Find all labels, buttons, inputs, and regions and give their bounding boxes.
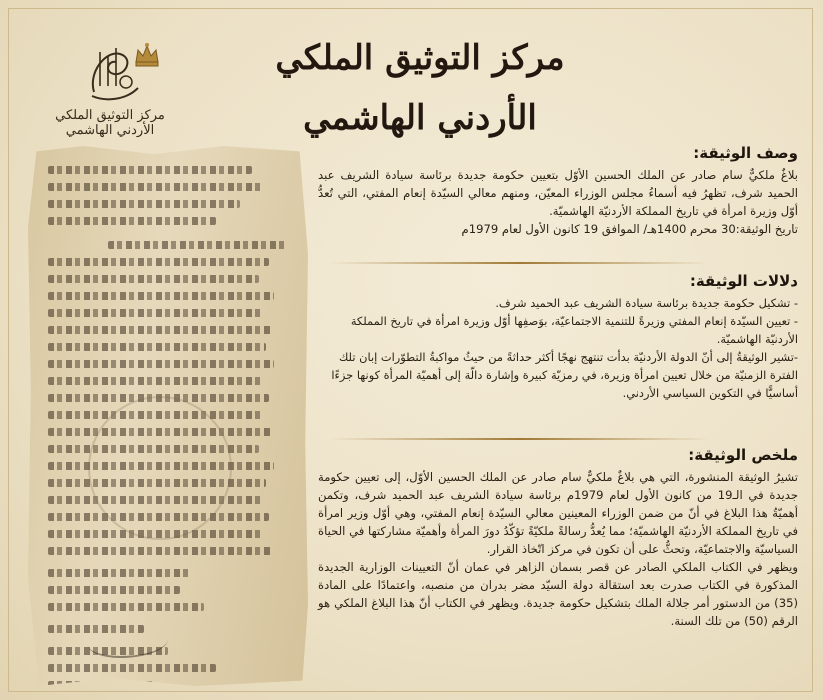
significance-item: -تشير الوثيقةُ إلى أنّ الدولة الأردنيّة بدأت تنتهج نهجًا أكثر حداثةً من حيثُ مواكبةُ التطوّرات إبان تلك الفترة الزمنيّة من خلال تعيين امرأة وزيرة، في رمزيّة كبيرة وإشارة دالّة إلى أهميّة المرأة كونها جزءًا أساسيًّا في التكوين السياسي الأردني. [331,350,798,400]
description-section [318,144,798,238]
logo-caption: مركز التوثيق الملكي الأردني الهاشمي [55,108,165,138]
significance-item: - تشكيل حكومة جديدة برئاسة سيادة الشريف عبد الحميد شرف. [495,296,798,310]
document-date: تاريخ الوثيقة:30 محرم 1400هـ/ الموافق 19 كانون الأول لعام 1979م [461,222,798,236]
section-divider [330,262,710,264]
summary-heading: ملخص الوثيقة: [688,446,798,464]
crown-icon [132,40,162,70]
significance-section [318,272,798,402]
summary-paragraph: ويظهر في الكتاب الملكي الصادر عن قصر بسمان الزاهر في عمان أنّ التعيينات الوزارية الجديدة المذكورة في الكتاب صدرت بعد استقالة دولة السيّد مضر بدران من منصبه، واعتمادًا على المادة (35) من الدستور أمر جلالة الملك بتشكيل حكومة جديدة. ويظهر في الكتاب أنّ هذا البلاغ الملكي هو الرقم (50) من تلك السنة. [318,560,798,628]
description-body: بلاغٌ ملكيٌّ سام صادر عن الملك الحسين الأوّل بتعيين حكومة جديدة برئاسة سيادة الشريف عبد الحميد شرف، تظهرُ فيه أسماءُ مجلس الوزراء المعيّن، ومنهم معالي السيّدة إنعام المفتي، التي تُعدُّ أوّل وزيرة امرأة في تاريخ المملكة الأردنيّة الهاشميّة. [318,168,798,218]
page-title: مركز التوثيق الملكي الأردني الهاشمي [275,38,565,138]
description-heading: وصف الوثيقة: [693,144,798,162]
document-scan-image [28,146,308,686]
center-logo [40,22,180,138]
summary-paragraph: تشيرُ الوثيقة المنشورة، التي هي بلاغٌ ملكيٌّ سام صادر عن الملك الحسين الأوّل، إلى تعيين حكومة جديدة في الـ19 من كانون الأول لعام 1979م برئاسة سيادة الشريف عبد الحميد شرف، وتكمن أهميّةُ هذا البلاغ في أنّ من ضمن الوزراء المعينين معالي السيّدة إنعام المفتي، وهي أوّل وزير امرأة في تاريخ المملكة الأردنيّة الهاشميّة؛ مما يُعدُّ رسالةً ملكيّةً تؤكّدُ دورَ المرأة وأهميّة مشاركتها في الحياة السياسيّة والاجتماعيّة، وتحثُّ على أن تكون في مركز اتّخاذ القرار. [318,470,799,556]
significance-item: - تعيين السيّدة إنعام المفتي وزيرةً للتنمية الاجتماعيّة، بوَصفِها أوّل وزيرة امرأة في تاريخ المملكة الأردنيّة الهاشميّة. [350,314,798,346]
significance-heading: دلالات الوثيقة: [689,272,798,290]
section-divider [330,438,710,440]
summary-section [318,446,798,630]
document-watermark-seal [88,396,232,540]
